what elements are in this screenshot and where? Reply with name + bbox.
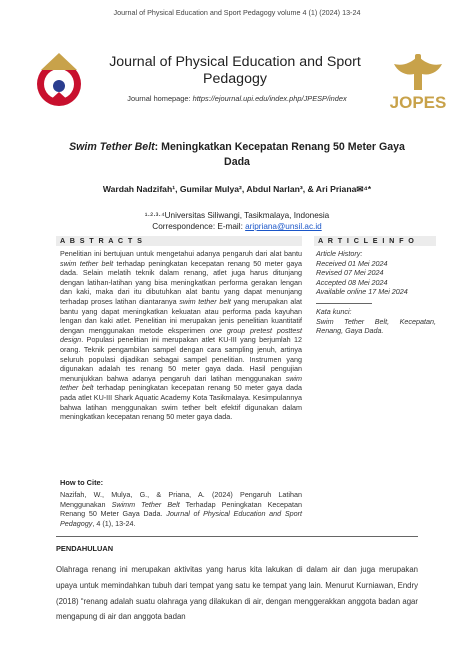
intro-text: Olahraga renang ini merupakan aktivitas yang harus kita lakukan di dalam air dan juga merupakan upaya untuk memindahkan tubuh dari tempat yang satu ke tempat yang lain. Menurut Kurniawan, Endry (2018) “renang adalah suatu olahraga yang dilakukan di air, dengan menggerakkan anggota badan agar mengapung di air dan anggota badan <box>56 565 418 622</box>
abstract-seg-2: terhadap peningkatan kecepatan renang 50 meter gaya dada. Selain melatih teknik dalam renang, atlet juga harus ditunjang dengan latihan-latihan yang bisa meningkatkan performa gerakan lengan dan kaki, maka dari itu dibutuhkan alat bantu yang dapat menunjang terhadap proses latihan diantaranya <box>60 258 302 306</box>
correspondence-label: Correspondence: E-mail: <box>152 222 243 231</box>
journal-header <box>28 48 456 120</box>
article-info <box>316 249 436 336</box>
available-date: Available online 17 Mei 2024 <box>316 287 408 297</box>
jopes-logo-text: JOPES <box>389 93 447 112</box>
received-date: Received 01 Mei 2024 <box>316 258 388 268</box>
intro-heading: PENDAHULUAN <box>56 544 114 553</box>
title-rest: : Meningkatkan Kecepatan Renang 50 Meter Gaya Dada <box>154 141 405 168</box>
title-italic-part: Swim Tether Belt <box>69 141 155 153</box>
keywords-label: Kata kunci: <box>316 306 352 316</box>
citation-heading: How to Cite: <box>60 478 104 487</box>
article-title <box>60 140 414 170</box>
affiliation-block <box>20 210 454 232</box>
abstract-italic-1: swim tether belt <box>60 258 114 268</box>
correspondence-email[interactable]: aripriana@unsil.ac.id <box>245 222 322 231</box>
university-logo <box>28 48 90 110</box>
abstract-text <box>60 249 302 422</box>
homepage-label: Journal homepage: <box>127 94 191 103</box>
citation-seg-3: , 4 (1), 13-24. <box>92 518 136 528</box>
abstract-italic-3: one group pretest posttest design <box>60 325 303 345</box>
citation-seg-2: Terhadap Peningkatan Kecepatan Renang 50 Meter Gaya Dada. <box>60 499 302 519</box>
abstract-seg-4: . Populasi penelitian ini merupakan atlet KU-III yang berjumlah 12 orang. Teknik pengambilan sampel dengan cara sampling jenuh, artinya seluruh populasi dijadikan sebagai sampel penelitian. Instrumen yang digunakan adalah tes renang 50 meter gaya dada. Hasil pengujian menunjukkan bahwa adanya pengaruh dari latihan menggunakan <box>60 335 302 383</box>
running-head: Journal of Physical Education and Sport Pedagogy volume 4 (1) (2024) 13-24 <box>113 8 361 17</box>
citation-seg-1: Nazifah, W., Mulya, G., & Priana, A. (2024) Pengaruh Latihan Menggunakan <box>60 490 302 509</box>
abstract-seg-1: Penelitian ini bertujuan untuk mengetahui adanya pengaruh dari alat bantu <box>60 249 302 258</box>
citation-italic-2: Journal of Physical Education and Sport Pedagogy <box>60 509 302 528</box>
revised-date: Revised 07 Mei 2024 <box>316 268 384 278</box>
info-divider <box>316 303 372 304</box>
correspondence-line <box>20 221 454 232</box>
homepage-url[interactable]: https://ejournal.upi.edu/index.php/JPESP/index <box>192 94 347 103</box>
author-list: Wardah Nadzifah¹, Gumilar Mulya², Abdul Narlan³, & Ari Priana✉⁴* <box>102 184 372 194</box>
citation-text <box>60 490 302 528</box>
section-divider <box>56 536 418 537</box>
abstract-seg-5: terhadap peningkatan kecepatan renang 50 meter gaya dada pada atlet KU-III Shark Aquatic Academy Kota Tasikmalaya. Kesimpulannya bahwa latihan menggunakan swim tether belt efektif digunakan dalam meningkatkan kecepatan renang 50 meter gaya dada. <box>60 383 302 422</box>
jopes-logo <box>380 50 456 114</box>
accepted-date: Accepted 08 Mei 2024 <box>316 277 388 287</box>
article-info-heading: A R T I C L E I N F O <box>314 236 436 246</box>
journal-name: Journal of Physical Education and Sport Pedagogy <box>109 54 361 87</box>
affiliation: ¹·²·³·⁴Universitas Siliwangi, Tasikmalaya, Indonesia <box>144 211 330 220</box>
history-label: Article History: <box>316 249 363 258</box>
abstract-italic-2: swim tether belt <box>179 296 231 306</box>
citation-italic-1: Swimm Tether Belt <box>111 499 180 509</box>
abstract-heading: A B S T R A C T S <box>56 236 302 246</box>
keywords: Swim Tether Belt, Kecepatan, Renang, Gaya Dada. <box>316 316 436 336</box>
abstract-seg-3: yang merupakan alat bantu yang dapat meningkatkan kekuatan atau performa pada kayuhan lengan dan kaki atlet. Penelitian ini merupakan jenis penelitian kuantitatif dengan menggunakan metode eksperimen <box>60 296 302 335</box>
journal-homepage <box>92 94 382 103</box>
abstract-italic-4: swim tether belt <box>60 373 302 393</box>
